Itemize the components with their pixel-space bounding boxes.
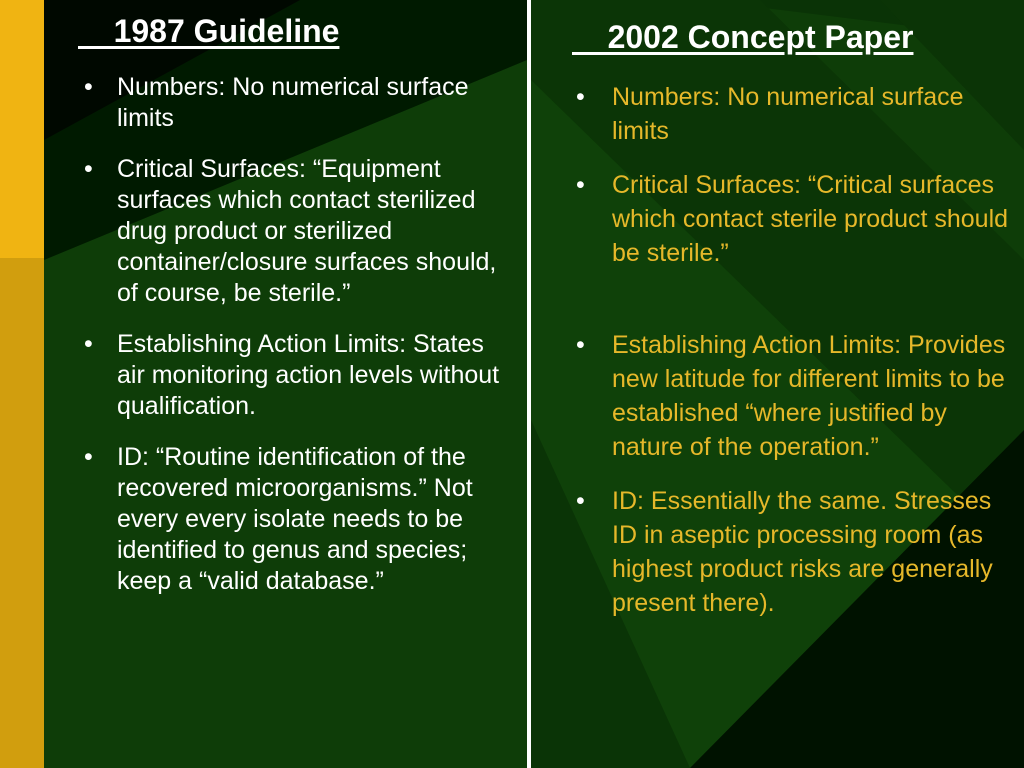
right-bullet-list xyxy=(560,80,1010,640)
list-item: • ID: Essentially the same. Stresses ID in aseptic processing room (as highest product risks are generally present there). xyxy=(560,484,1010,620)
bullet-icon: • xyxy=(84,155,93,183)
right-heading: 2002 Concept Paper xyxy=(572,19,914,55)
list-item: • Numbers: No numerical surface limits xyxy=(560,80,1010,148)
bullet-icon: • xyxy=(84,330,93,358)
list-item: • Establishing Action Limits: States air monitoring action levels without qualification. xyxy=(84,330,500,420)
list-item: • ID: “Routine identification of the recovered microorganisms.” Not every every isolate needs to be identified to genus and species; keep a “valid database.” xyxy=(84,443,473,595)
list-item: • Critical Surfaces: “Critical surfaces which contact sterile product should be sterile.” xyxy=(560,168,1010,270)
left-heading: 1987 Guideline xyxy=(78,13,340,49)
left-bullet-list xyxy=(44,72,514,617)
bullet-icon: • xyxy=(576,487,585,515)
bullet-icon: • xyxy=(84,73,93,101)
list-item: • Establishing Action Limits: Provides new latitude for different limits to be established “where justified by nature of the operation.” xyxy=(560,328,1010,464)
bullet-icon: • xyxy=(576,171,585,199)
column-divider xyxy=(527,0,531,768)
list-item: • Numbers: No numerical surface limits xyxy=(84,73,469,132)
bullet-icon: • xyxy=(84,443,93,471)
bullet-icon: • xyxy=(576,331,585,359)
bullet-icon: • xyxy=(576,83,585,111)
list-item: • Critical Surfaces: “Equipment surfaces which contact sterilized drug product or sterilized container/closure surfaces should, of course, be sterile.” xyxy=(84,155,497,307)
